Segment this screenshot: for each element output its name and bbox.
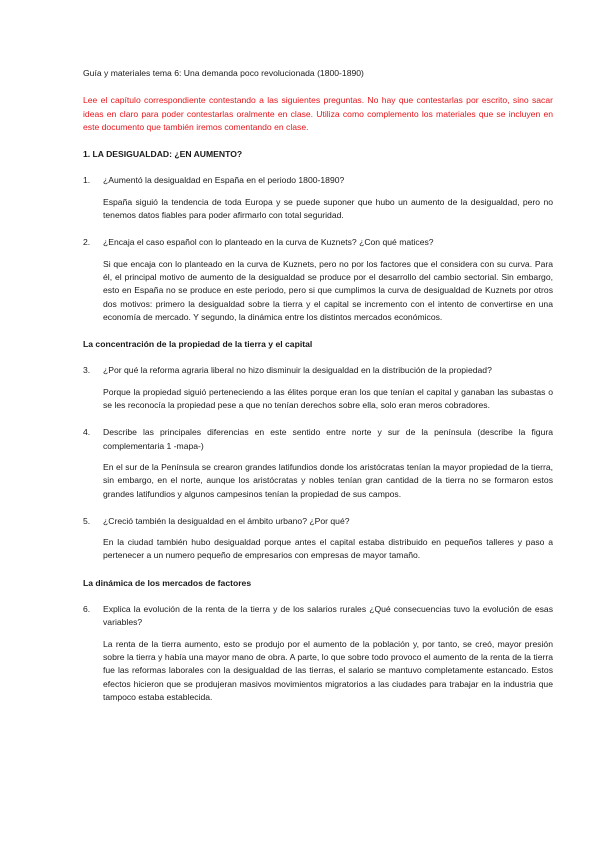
question-item — [83, 236, 553, 249]
question-number: 3. — [83, 365, 91, 376]
answer-text: En la ciudad también hubo desigualdad porque antes el capital estaba distribuido en pequeños talleres y paso a pertenecer a un numero pequeño de empresarios con empresas de mayor tamaño. — [103, 537, 553, 561]
question-text: ¿Encaja el caso español con lo planteado en la curva de Kuznets? ¿Con qué matices? — [103, 237, 434, 248]
question-number: 1. — [83, 175, 91, 186]
section-heading-1: 1. LA DESIGUALDAD: ¿EN AUMENTO? — [83, 149, 243, 160]
answer-text: España siguió la tendencia de toda Europa y se puede suponer que hubo un aumento de la desigualdad, pero no tenemos datos fiables para poder afirmarlo con total seguridad. — [103, 196, 553, 221]
question-item — [83, 426, 553, 453]
question-number: 5. — [83, 515, 91, 526]
question-number: 2. — [83, 237, 91, 248]
document-page — [83, 62, 553, 718]
intro-instructions: Lee el capítulo correspondiente contestando a las siguientes preguntas. No hay que contestarlas por escrito, sino sacar ideas en claro para poder contestarlas oralmente en clase. Utiliza como complemento los materiales que se incluyen en este documento que también iremos comentando en clase. — [83, 95, 553, 132]
question-text: ¿Aumentó la desigualdad en España en el periodo 1800-1890? — [103, 175, 345, 186]
question-text: ¿Creció también la desigualdad en el ámbito urbano? ¿Por qué? — [103, 515, 350, 526]
document-title: Guía y materiales tema 6: Una demanda poco revolucionada (1800-1890) — [83, 68, 364, 78]
question-text: Describe las principales diferencias en este sentido entre norte y sur de la península (describe la figura complementaria 1 -mapa-) — [103, 427, 553, 451]
answer-text: Porque la propiedad siguió perteneciendo a las élites porque eran los que tenían el capital y ganaban las subastas o se les reconocía la propiedad pese a que no tenían derechos sobre ella, solo eran meros cobradores. — [103, 386, 553, 411]
question-item — [83, 603, 553, 630]
question-item — [83, 364, 553, 377]
subsection-heading-2: La dinámica de los mercados de factores — [83, 577, 252, 588]
question-item — [83, 174, 553, 187]
question-number: 4. — [83, 427, 91, 438]
subsection-heading-1: La concentración de la propiedad de la tierra y el capital — [83, 339, 313, 350]
answer-text: La renta de la tierra aumento, esto se produjo por el aumento de la población y, por tanto, se creó, mayor presión sobre la tierra y había una mayor mano de obra. A parte, lo que sobre todo provoco el aumento de la renta de la tierra fue las reformas laborales con la desigualdad de las tierras, el salario se mantuvo completamente estancado. Estos efectos hicieron que se produjeran masivos movimientos migratorios a las ciudades para trabajar en la industria que tampoco estaba establecida. — [103, 638, 553, 702]
answer-text: En el sur de la Península se crearon grandes latifundios donde los aristócratas tenían la mayor propiedad de la tierra, sin embargo, en el norte, aunque los aristócratas y nobles tenían gran cantidad de la tierra no se formaron estos grandes latifundios y algunos campesinos tenían la propiedad de sus campos. — [103, 461, 553, 499]
answer-text: Si que encaja con lo planteado en la curva de Kuznets, pero no por los factores que el considera con su curva. Para él, el principal motivo de aumento de la desigualdad se produce por el desarrollo del cambio sectorial. Sin embargo, esto en España no se produce en este periodo, pero si que cumplimos la curva de desigualdad de Kuznets por otros dos motivos: primero la desigualdad sobre la tierra y el capital se incremento con el intento de convertirse en una economía de mercado. Y segundo, la dinámica entre los distintos mercados económicos. — [103, 258, 553, 322]
question-text: ¿Por qué la reforma agraria liberal no hizo disminuir la desigualdad en la distribución de la propiedad? — [103, 365, 492, 376]
question-text: Explica la evolución de la renta de la tierra y de los salarios rurales ¿Qué consecuencias tuvo la evolución de esas variables? — [103, 604, 553, 628]
question-item — [83, 515, 553, 528]
question-number: 6. — [83, 604, 91, 615]
